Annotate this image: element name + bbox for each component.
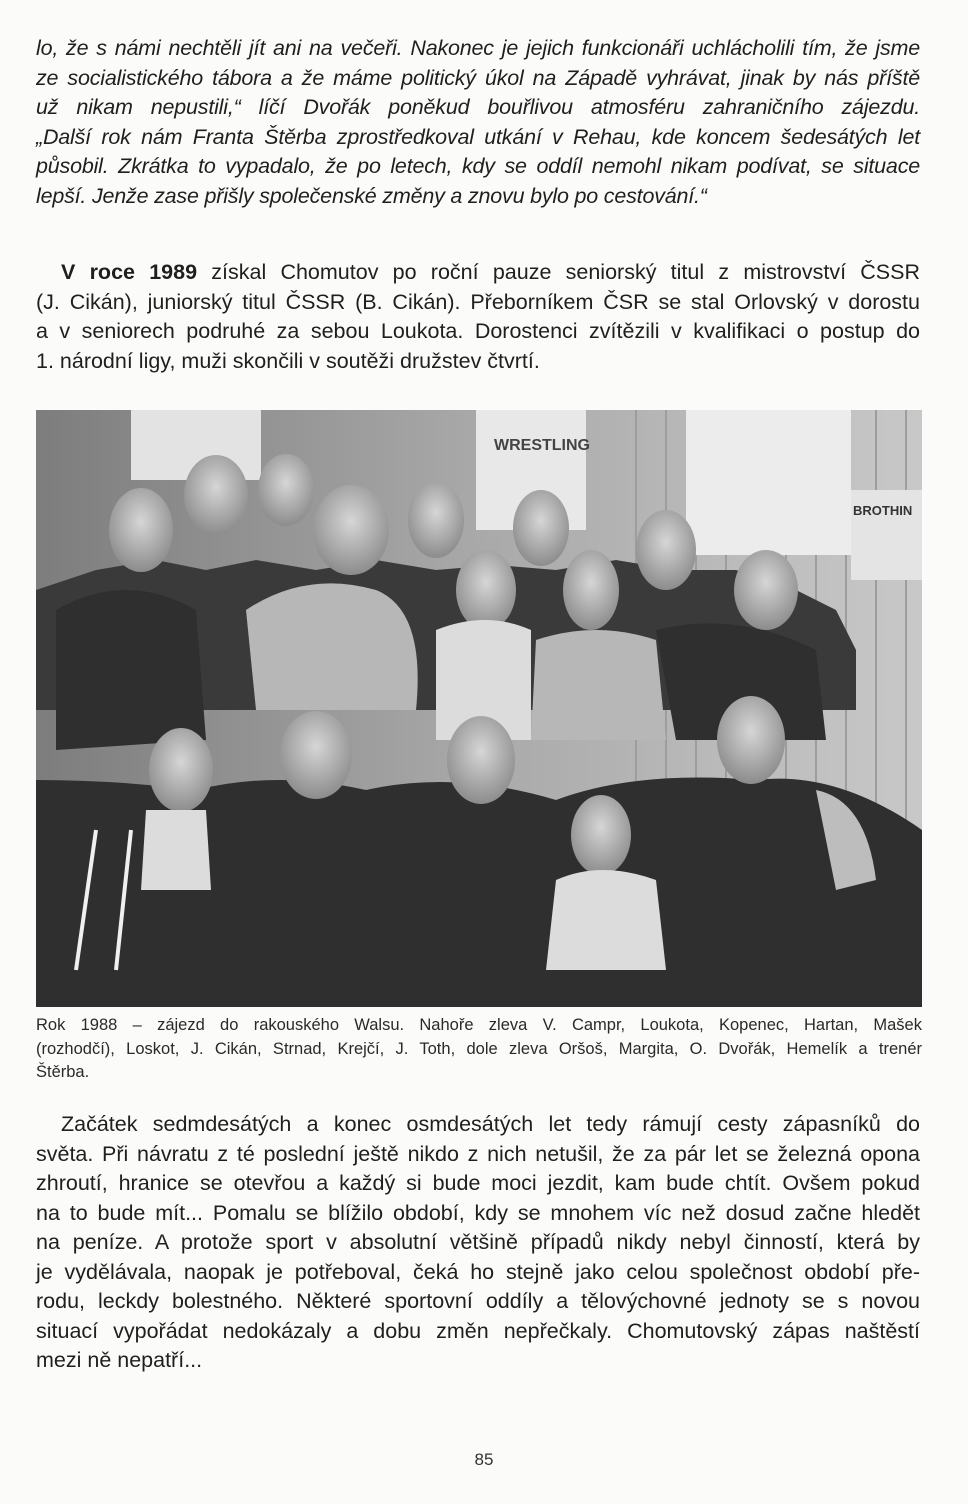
text-line: (J. Cikán), juniorský titul ČSSR (B. Cikán). Přeborníkem ČSR se stal Orlovský v dorostu bbox=[36, 289, 920, 314]
paragraph-1989 bbox=[36, 258, 920, 376]
caption-line: (rozhodčí), Loskot, J. Cikán, Strnad, Krejčí, J. Toth, dole zleva Oršoš, Margita, O. Dvořák, Hemelík a trenér bbox=[36, 1039, 922, 1058]
text-line: zhroutí, hranice se otevřou a každý si bude moci jezdit, kam bude chtít. Ovšem pokud bbox=[36, 1171, 920, 1195]
team-photo bbox=[36, 410, 922, 1007]
text-line: V roce 1989 získal Chomutov po roční pauze seniorský titul z mistrovství ČSSR bbox=[61, 260, 921, 284]
text-line: mezi ně nepatří... bbox=[36, 1348, 203, 1372]
poster-brothin-text: BROTHIN bbox=[853, 503, 913, 518]
year-heading: V roce 1989 bbox=[61, 260, 198, 284]
text-line: na to bude mít... Pomalu se blížilo období, kdy se mnohem víc než dosud začne hledět bbox=[36, 1200, 920, 1225]
paragraph-closing bbox=[36, 1110, 920, 1376]
page-number: 85 bbox=[474, 1450, 494, 1469]
text-line: už nikam nepustili,“ líčí Dvořák poněkud bouřlivou atmosféru zahraničního zájezdu. bbox=[36, 95, 920, 119]
poster-right bbox=[686, 410, 851, 555]
text-line: na peníze. A protože sport v absolutní většině případů nikdy nebyl činností, která by bbox=[36, 1230, 920, 1254]
text-line: působil. Zkrátka to vypadalo, že po letech, kdy se oddíl nemohl nikam podívat, se situace bbox=[36, 154, 920, 178]
text-line: je vydělávala, naopak je potřeboval, čeká ho stejně jako celou společnost období pře- bbox=[36, 1259, 920, 1284]
text-line: ze socialistického tábora a že máme politický úkol na Západě vyhrávat, jinak by nás příště bbox=[36, 65, 920, 90]
caption-line: Štěrba. bbox=[36, 1063, 90, 1081]
text-line: lo, že s námi nechtěli jít ani na večeři. Nakonec je jejich funkcionáři uchlácholili tím, že jsme bbox=[36, 36, 920, 60]
paragraph-quote bbox=[36, 34, 920, 211]
text-line: a v seniorech podruhé za sebou Loukota. Dorostenci zvítězili v kvalifikaci o postup do bbox=[36, 319, 920, 343]
text-line: Začátek sedmdesátých a konec osmdesátých let tedy rámují cesty zápasníků do bbox=[61, 1112, 920, 1136]
text-line: světa. Při návratu z té poslední ještě nikdo z nich netušil, že za pár let se železná opona bbox=[36, 1141, 920, 1166]
text-line: rodu, leckdy bolestného. Některé sportovní oddíly a tělovýchovné jednoty se s novou bbox=[36, 1289, 920, 1313]
text-line: 1. národní ligy, muži skončili v soutěži družstev čtvrtí. bbox=[36, 348, 540, 373]
text-line: situací vypořádat nedokázaly a dobu změn nepřečkaly. Chomutovský zápas naštěstí bbox=[36, 1318, 920, 1343]
text-line: lepší. Jenže zase přišly společenské změny a znovu bylo po cestování.“ bbox=[36, 183, 707, 208]
poster-wrestling-text: WRESTLING bbox=[494, 437, 590, 454]
text-line: „Další rok nám Franta Štěrba zprostředkoval utkání v Rehau, kde koncem šedesátých let bbox=[36, 124, 920, 149]
photo-caption bbox=[36, 1014, 922, 1085]
caption-line: Rok 1988 – zájezd do rakouského Walsu. Nahoře zleva V. Campr, Loukota, Kopenec, Hartan, Mašek bbox=[36, 1016, 922, 1034]
